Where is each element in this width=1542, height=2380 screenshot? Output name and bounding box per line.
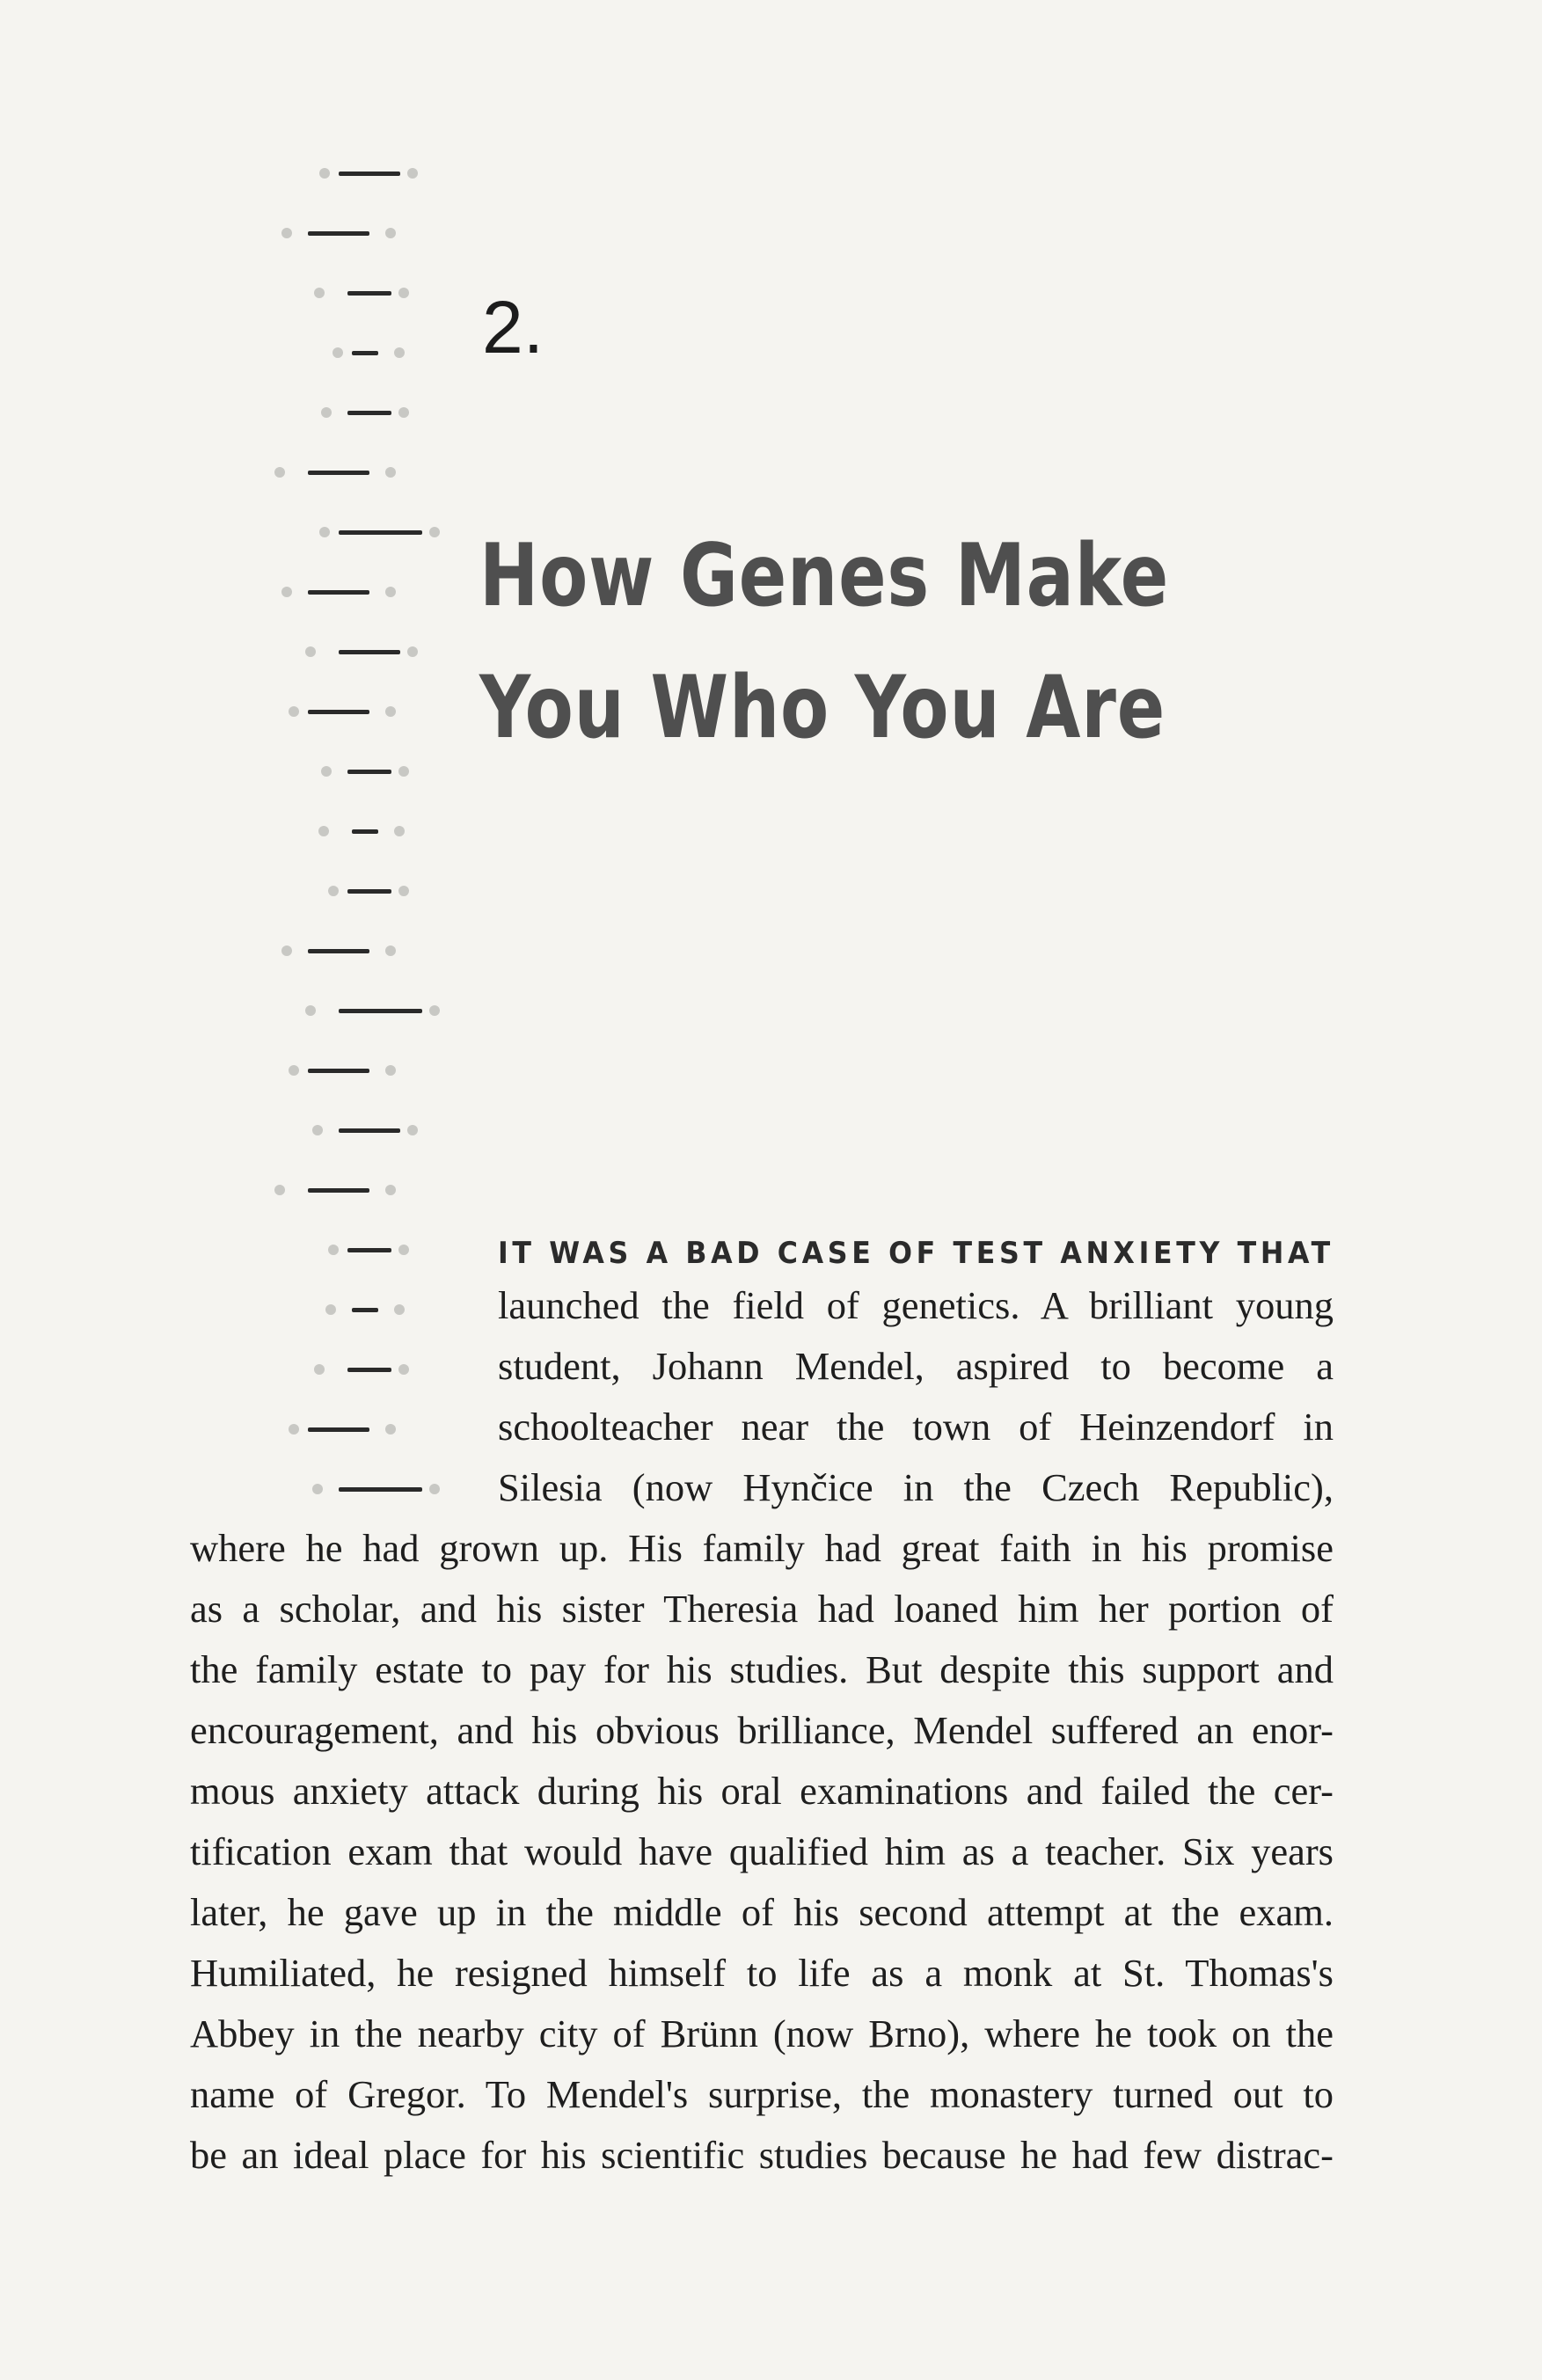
body-line: where he had grown up. His family had great faith in his promise <box>190 1526 1334 1570</box>
ladder-rung <box>308 710 369 714</box>
ladder-rung <box>347 770 391 774</box>
ladder-dot <box>289 706 299 717</box>
ladder-dot <box>328 886 339 896</box>
ladder-dot <box>385 945 396 956</box>
ladder-dot <box>429 527 440 537</box>
ladder-dot <box>394 1304 405 1315</box>
body-line: name of Gregor. To Mendel's surprise, the monastery turned out to <box>190 2072 1334 2116</box>
body-line: mous anxiety attack during his oral examinations and failed the cer- <box>190 1769 1334 1813</box>
ladder-dot <box>394 347 405 358</box>
body-line: the family estate to pay for his studies. But despite this support and <box>190 1647 1334 1691</box>
ladder-dot <box>385 587 396 597</box>
ladder-rung <box>347 291 391 296</box>
body-line: Humiliated, he resigned himself to life as a monk at St. Thomas's <box>190 1951 1334 1995</box>
chapter-title-line: You Who You Are <box>479 658 1166 758</box>
ladder-rung <box>352 829 378 834</box>
chapter-title-line: How Genes Make <box>479 526 1170 626</box>
ladder-dot <box>319 527 330 537</box>
ladder-dot <box>385 1185 396 1195</box>
body-line: later, he gave up in the middle of his second attempt at the exam. <box>190 1890 1334 1934</box>
ladder-dot <box>333 347 343 358</box>
body-line: encouragement, and his obvious brilliance, Mendel suffered an enor- <box>190 1708 1334 1752</box>
ladder-rung <box>308 1188 369 1193</box>
ladder-dot <box>398 1245 409 1255</box>
ladder-rung <box>347 889 391 894</box>
opening-lead-in: IT WAS A BAD CASE OF TEST ANXIETY THAT <box>498 1236 1334 1271</box>
ladder-dot <box>429 1005 440 1016</box>
ladder-dot <box>281 587 292 597</box>
body-line: Silesia (now Hynčice in the Czech Republic), <box>498 1465 1334 1509</box>
ladder-rung <box>347 411 391 415</box>
ladder-rung <box>339 1128 400 1133</box>
ladder-rung <box>308 590 369 595</box>
opening-paragraph-wide <box>190 1518 1334 2186</box>
ladder-dot <box>319 168 330 179</box>
ladder-dot <box>318 826 329 836</box>
opening-paragraph-narrow <box>498 1275 1334 1518</box>
ladder-rung <box>339 530 422 535</box>
body-line: schoolteacher near the town of Heinzendorf in <box>498 1405 1334 1449</box>
ladder-rung <box>339 172 400 176</box>
ladder-rung <box>352 1308 378 1312</box>
body-line: be an ideal place for his scientific studies because he had few distrac- <box>190 2133 1334 2177</box>
ladder-rung <box>352 351 378 355</box>
ladder-dot <box>281 228 292 238</box>
ladder-dot <box>385 1424 396 1435</box>
ladder-dot <box>407 1125 418 1135</box>
body-line: launched the field of genetics. A brilliant young <box>498 1283 1334 1327</box>
body-line: as a scholar, and his sister Theresia had loaned him her portion of <box>190 1587 1334 1631</box>
ladder-dot <box>385 706 396 717</box>
ladder-dot <box>305 1005 316 1016</box>
ladder-dot <box>312 1484 323 1494</box>
ladder-dot <box>281 945 292 956</box>
ladder-dot <box>305 646 316 657</box>
ladder-dot <box>321 407 332 418</box>
ladder-rung <box>347 1368 391 1372</box>
ladder-dot <box>289 1065 299 1076</box>
ladder-rung <box>339 1487 422 1492</box>
body-line: student, Johann Mendel, aspired to become a <box>498 1344 1334 1388</box>
dna-ladder-decoration <box>255 172 457 1526</box>
ladder-rung <box>339 1009 422 1013</box>
ladder-dot <box>429 1484 440 1494</box>
ladder-dot <box>312 1125 323 1135</box>
chapter-number: 2. <box>482 286 544 369</box>
ladder-rung <box>339 650 400 654</box>
ladder-rung <box>347 1248 391 1252</box>
ladder-dot <box>274 1185 285 1195</box>
ladder-dot <box>328 1245 339 1255</box>
ladder-rung <box>308 1069 369 1073</box>
ladder-dot <box>394 826 405 836</box>
ladder-dot <box>398 407 409 418</box>
ladder-dot <box>385 467 396 478</box>
ladder-dot <box>398 886 409 896</box>
ladder-dot <box>274 467 285 478</box>
ladder-dot <box>385 1065 396 1076</box>
body-line: tification exam that would have qualified him as a teacher. Six years <box>190 1829 1334 1873</box>
ladder-rung <box>308 949 369 953</box>
ladder-dot <box>289 1424 299 1435</box>
ladder-dot <box>407 646 418 657</box>
body-line: Abbey in the nearby city of Brünn (now Brno), where he took on the <box>190 2011 1334 2055</box>
ladder-rung <box>308 231 369 236</box>
ladder-rung <box>308 1427 369 1432</box>
ladder-dot <box>321 766 332 777</box>
ladder-dot <box>398 1364 409 1375</box>
chapter-title <box>479 510 1169 774</box>
ladder-dot <box>385 228 396 238</box>
ladder-dot <box>325 1304 336 1315</box>
ladder-dot <box>407 168 418 179</box>
ladder-dot <box>398 288 409 298</box>
ladder-dot <box>314 1364 325 1375</box>
ladder-rung <box>308 471 369 475</box>
ladder-dot <box>314 288 325 298</box>
ladder-dot <box>398 766 409 777</box>
